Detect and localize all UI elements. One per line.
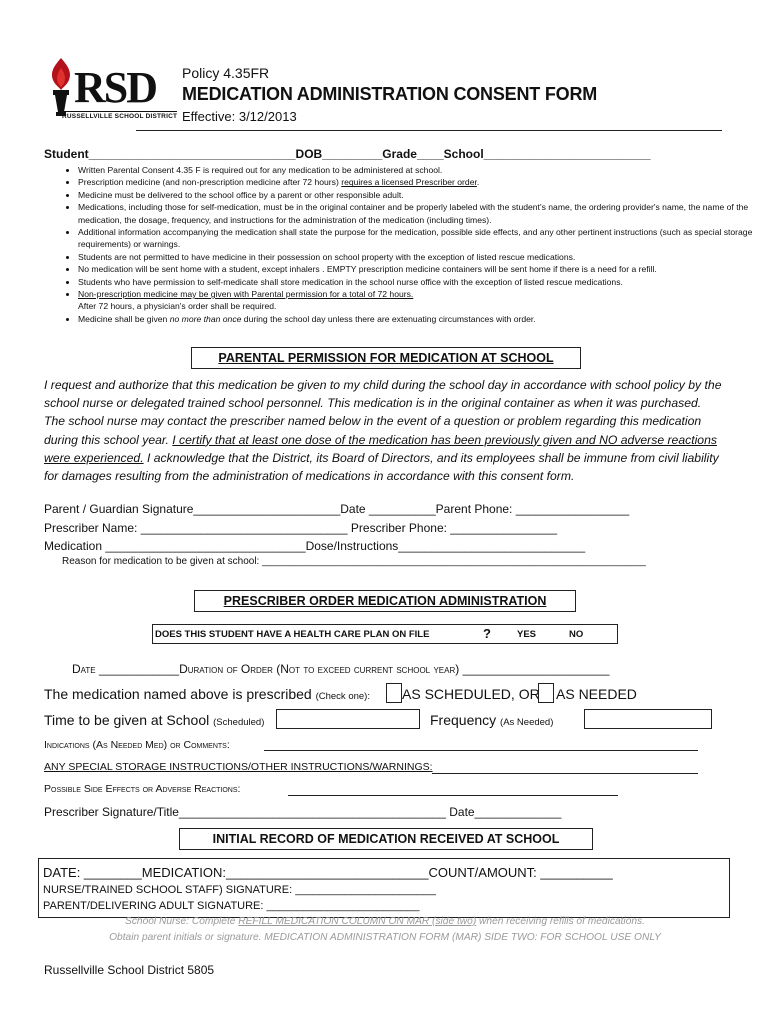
district-logo — [44, 56, 178, 126]
nurse-note — [0, 916, 770, 927]
list-item-italic: no more than once — [169, 313, 242, 324]
parental-consent-text — [44, 376, 724, 485]
frequency-text: Frequency — [430, 712, 497, 728]
time-input[interactable] — [276, 709, 420, 729]
prescriber-name-field[interactable]: Prescriber Name: _______________________________ Prescriber Phone: ________________ — [44, 521, 558, 535]
effective-date: Effective: 3/12/2013 — [182, 109, 297, 124]
side-effects-line[interactable] — [288, 795, 618, 796]
list-item-text: Prescription medicine (and non-prescription medicine after 72 hours) — [78, 177, 342, 188]
logo-subtitle: RUSSELLVILLE SCHOOL DISTRICT — [62, 113, 178, 120]
section-title: INITIAL RECORD OF MEDICATION RECEIVED AT SCHOOL — [212, 832, 560, 846]
duration-label: Duration of Order (Not to exceed current school year) — [179, 662, 460, 676]
instructions-list — [44, 164, 768, 325]
indications-label: Indications (As Needed Med) or Comments: — [44, 739, 230, 751]
section-title: PRESCRIBER ORDER MEDICATION ADMINISTRATION — [223, 594, 547, 608]
section-title: PARENTAL PERMISSION FOR MEDICATION AT SCHOOL — [218, 351, 554, 365]
medication-field[interactable]: Medication ______________________________Dose/Instructions____________________________ — [44, 539, 586, 553]
list-item-text: during the school day unless there are extenuating circumstances with order. — [241, 313, 536, 324]
list-item: • Medicine must be delivered to the school office by a parent or other responsible adult. — [78, 189, 768, 201]
parental-permission-heading — [191, 347, 581, 369]
parent-initials-note: Obtain parent initials or signature. MEDICATION ADMINISTRATION FORM (MAR) SIDE TWO: FOR SCHOOL USE ONLY — [109, 932, 661, 943]
initial-record-box — [38, 858, 730, 918]
indications-line[interactable] — [264, 750, 698, 751]
consent-text: I request and authorize that this medication be given to my child during the school day in accordance with school policy by the school nurse or delegated trained school personnel. This medication is in the original container as when it was purchased. The school nurse may contact the prescriber named below in the event of a question or problem regarding this medication during this school year. — [44, 378, 722, 447]
prescribed-text: The medication named above is prescribed — [44, 686, 312, 702]
time-label — [44, 712, 264, 728]
storage-label: ANY SPECIAL STORAGE INSTRUCTIONS/OTHER INSTRUCTIONS/WARNINGS: — [44, 761, 433, 773]
no-option[interactable]: NO — [569, 629, 584, 640]
scheduled-hint: (Scheduled) — [213, 717, 265, 728]
list-item: • Students who have permission to self-medicate shall store medication in the school nurse office with the exception of listed rescue medications. — [78, 276, 768, 288]
date-medication-count-field[interactable]: DATE: ________MEDICATION:____________________________COUNT/AMOUNT: __________ — [43, 865, 613, 880]
list-item-underlined: requires a licensed Prescriber order — [341, 177, 477, 188]
list-item: • No medication will be sent home with a student, except inhalers . EMPTY prescription medicine containers will be sent home if there is a need for a refill. — [78, 263, 768, 275]
date-duration-row — [72, 662, 609, 676]
policy-number: Policy 4.35FR — [182, 65, 270, 81]
as-needed-checkbox[interactable] — [538, 683, 554, 703]
storage-line[interactable] — [432, 773, 698, 774]
date-blank[interactable]: ____________ — [98, 662, 180, 676]
parent-signature-delivery-field[interactable]: PARENT/DELIVERING ADULT SIGNATURE: _________________________ — [43, 900, 420, 912]
as-needed-hint: (As Needed) — [500, 717, 554, 728]
parent-signature-field[interactable]: Parent / Guardian Signature______________________Date __________Parent Phone: _________________ — [44, 502, 630, 516]
list-item: • Written Parental Consent 4.35 F is required out for any medication to be administered at school. — [78, 164, 768, 176]
student-info-line: Student_______________________________DOB_________Grade____School_________________________ — [44, 147, 651, 161]
list-item: • Prescription medicine (and non-prescription medicine after 72 hours) requires a licensed Prescriber order. — [78, 176, 768, 188]
health-care-plan-row — [152, 624, 618, 644]
check-one-hint: (Check one): — [315, 691, 370, 702]
district-footer: Russellville School District 5805 — [44, 963, 215, 977]
yes-option[interactable]: YES — [517, 629, 537, 640]
list-item: • Medications, including those for self-medication, must be in the original container and be properly labeled with the student's name, the ordering provider's name, the name of the medication, the dosage, frequency, and instructions for the administration of the medication (including times). — [78, 201, 768, 226]
prescriber-signature-field[interactable]: Prescriber Signature/Title________________________________________ Date_____________ — [44, 805, 562, 819]
list-item — [78, 288, 768, 313]
torch-icon — [44, 56, 78, 118]
note-text: when receiving refills of medications. — [476, 916, 645, 927]
time-text: Time to be given at School — [44, 712, 210, 728]
frequency-input[interactable] — [584, 709, 712, 729]
form-title: MEDICATION ADMINISTRATION CONSENT FORM — [182, 84, 598, 104]
side-effects-label: Possible Side Effects or Adverse Reactions: — [44, 783, 241, 795]
list-item — [78, 313, 768, 325]
consent-text: I acknowledge that the District, its Board of Directors, and its employees shall be immune from civil liability for damages resulting from the administration of medications in accordance with this consent form. — [44, 450, 719, 484]
as-needed-label: AS NEEDED — [556, 686, 637, 702]
note-text: School Nurse: Complete — [125, 916, 239, 927]
list-item-text: Medicine shall be given — [78, 313, 170, 324]
initial-record-heading — [179, 828, 593, 850]
list-item-text: After 72 hours, a physician's order shall be required. — [78, 301, 277, 312]
logo-wordmark: RSD — [74, 63, 157, 112]
as-scheduled-checkbox[interactable] — [386, 683, 402, 703]
frequency-label — [430, 712, 553, 728]
reason-field[interactable]: Reason for medication to be given at school: _____________________________________________________________________ — [62, 556, 646, 567]
date-label: Date — [72, 662, 96, 676]
list-item: • Students are not permitted to have medicine in their possession on school property with the exception of listed rescue medications. — [78, 251, 768, 263]
list-item-underlined: Non-prescription medicine may be given with Parental permission for a total of 72 hours. — [78, 289, 414, 300]
question-mark: ? — [483, 626, 491, 641]
health-plan-question: DOES THIS STUDENT HAVE A HEALTH CARE PLAN ON FILE — [155, 629, 430, 640]
consent-certification: I certify that at least one dose of the medication has been previously given and NO adverse reactions were experienced. — [44, 432, 717, 465]
as-scheduled-label: AS SCHEDULED, OR — [402, 686, 540, 702]
note-underlined: REFILL MEDICATION COLUMN ON MAR (side two) — [238, 916, 477, 927]
nurse-signature-field[interactable]: NURSE/TRAINED SCHOOL STAFF) SIGNATURE: _______________________ — [43, 884, 436, 896]
duration-blank[interactable]: ______________________ — [462, 662, 610, 676]
prescriber-order-heading — [194, 590, 576, 612]
header-divider — [136, 130, 722, 131]
prescribed-label — [44, 686, 370, 702]
list-item: • Additional information accompanying the medication shall state the purpose for the medication, possible side effects, and any other pertinent instructions (such as special storage requirements) or warnings. — [78, 226, 768, 251]
